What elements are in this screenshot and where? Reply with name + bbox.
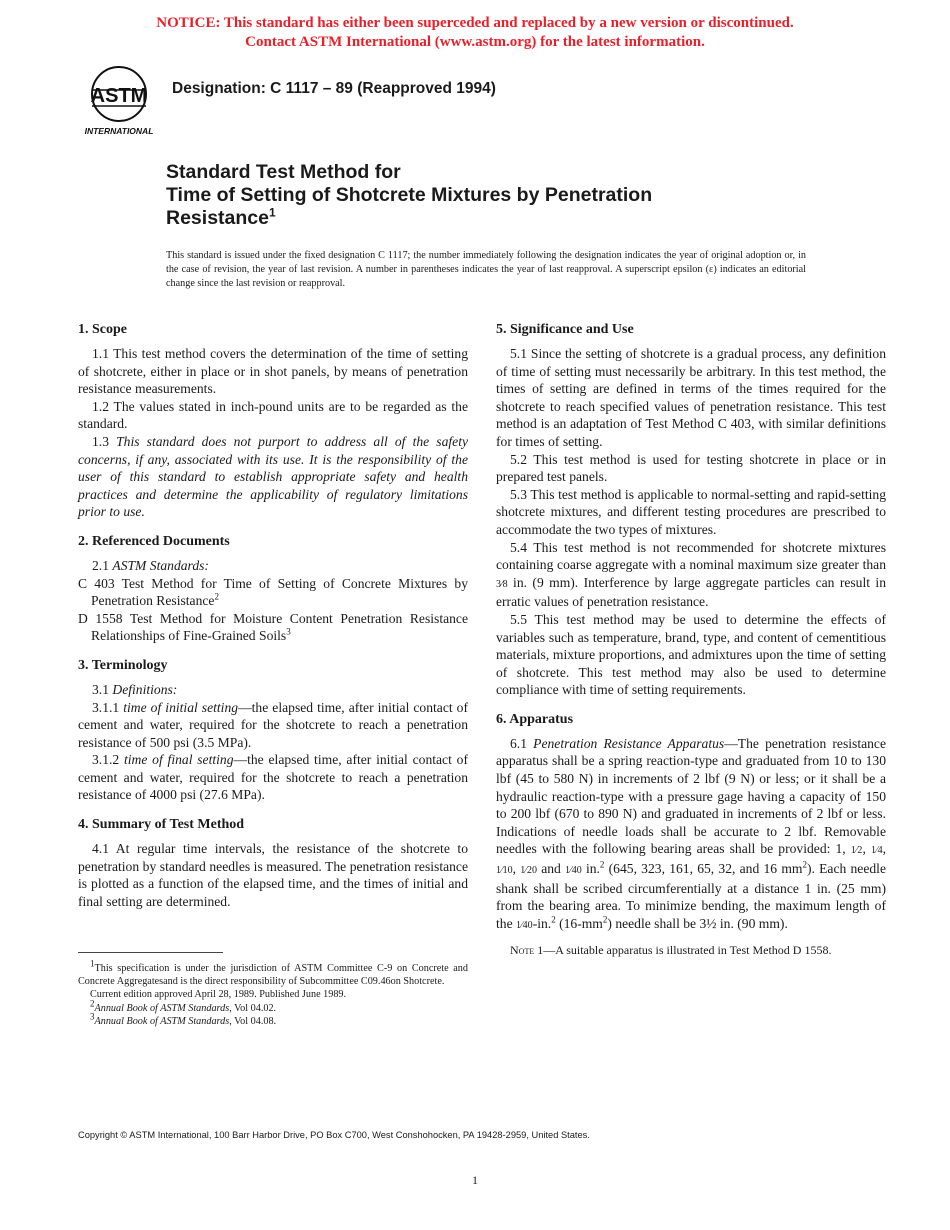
significance-heading: 5. Significance and Use — [496, 322, 634, 337]
footnote-2-rest: , Vol 04.02. — [229, 1002, 277, 1014]
significance-p5: 5.5 This test method may be used to determine the effects of variables such as temperature, brand, type, and content of cementitious materials, mixture proportions, and admixtures upon the time of setting of shotcrete. This test method may also be used to determine compliance with time of setting requirements. — [496, 611, 886, 698]
left-column — [78, 321, 468, 922]
significance-p2: 5.2 This test method is used for testing shotcrete in place or in prepared test panels. — [496, 451, 886, 485]
issued-statement: This standard is issued under the fixed designation C 1117; the number immediately following the designation indicates the year of original adoption or, in the case of revision, the year of last revision. A number in parentheses indicates the year of last reapproval. A superscript epsilon (ε) indicates an editorial change since the last revision or reapproval. — [166, 250, 806, 289]
scope-p3-num: 1.3 — [92, 433, 117, 449]
terminology-p2-num: 3.1.1 — [92, 699, 124, 715]
scope-p2: 1.2 The values stated in inch-pound units are to be regarded as the standard. — [78, 398, 468, 432]
terminology-p2-rest: —the elapsed time, after initial contact of cement and water, required for the shotcrete to reach a penetration resistance of 500 psi (3.5 MPa). — [78, 699, 468, 750]
footnotes — [78, 958, 468, 1028]
frac-twentieth: 1⁄20 — [520, 865, 537, 877]
scope-heading: 1. Scope — [78, 322, 127, 337]
footnote-2-mark: 2 — [90, 998, 95, 1009]
summary-heading: 4. Summary of Test Method — [78, 817, 245, 833]
refdocs-p1-italic: ASTM Standards: — [112, 557, 209, 573]
significance-p4b: in. (9 mm). Interference by large aggregate particles can result in erratic values of penetration resistance. — [496, 574, 886, 610]
apparatus-note — [496, 942, 886, 960]
ref-d1558-mark: 3 — [286, 626, 291, 637]
ref-d1558 — [78, 610, 468, 645]
right-column — [496, 321, 886, 972]
sq-mark-1: 2 — [599, 859, 605, 870]
terminology-p3 — [78, 751, 468, 804]
logo-letters: ASTM — [90, 85, 148, 107]
section-terminology — [78, 657, 468, 804]
section-significance — [496, 321, 886, 699]
notice-line-2: Contact ASTM International (www.astm.org) for the latest information. — [245, 34, 705, 50]
footnote-1-mark: 1 — [90, 958, 95, 969]
apparatus-p1g: ) needle shall be 3½ in. (90 mm). — [607, 915, 788, 931]
terminology-p3-italic: time of final setting — [123, 752, 234, 768]
sq-mark-3: 2 — [551, 914, 556, 925]
significance-p3: 5.3 This test method is applicable to normal-setting and rapid-setting shotcrete mixtures, and different testing procedures are prescribed to accommodate the two types of mixtures. — [496, 486, 886, 537]
title-line-3-text: Resistance — [166, 207, 269, 229]
frac-tenth: 1⁄10 — [496, 865, 513, 877]
footnote-3-italic: Annual Book of ASTM Standards — [94, 1015, 230, 1027]
footnote-3-mark: 3 — [90, 1011, 95, 1022]
ref-c403 — [78, 575, 468, 610]
footnote-2-italic: Annual Book of ASTM Standards — [94, 1002, 230, 1014]
footnote-3 — [78, 1011, 468, 1028]
terminology-p2 — [78, 699, 468, 752]
document-title — [166, 161, 866, 230]
terminology-p3-num: 3.1.2 — [92, 752, 124, 768]
ref-c403-mark: 2 — [214, 591, 219, 602]
footnote-1b: Current edition approved April 28, 1989. Published June 1989. — [90, 989, 347, 1001]
scope-p3 — [78, 433, 468, 521]
section-summary — [78, 816, 468, 910]
frac-fortieth-2: 1⁄40 — [516, 919, 533, 931]
terminology-p1-italic: Definitions: — [112, 681, 178, 697]
terminology-p1-num: 3.1 — [92, 681, 113, 697]
terminology-heading: 3. Terminology — [78, 657, 168, 673]
terminology-p1 — [78, 681, 468, 699]
sep-4: and — [536, 861, 566, 877]
apparatus-p1c: (645, 323, 161, 65, 32, and 16 mm — [604, 861, 803, 877]
footnote-2 — [78, 998, 468, 1015]
section-scope — [78, 321, 468, 521]
sep-3: , — [512, 861, 521, 877]
title-line-2: Time of Setting of Shotcrete Mixtures by Penetration — [166, 184, 653, 206]
title-footnote-mark: 1 — [268, 205, 276, 220]
significance-p4a: 5.4 This test method is not recommended for shotcrete mixtures containing coarse aggregate with a nominal maximum size greater than — [496, 539, 886, 573]
summary-p1: 4.1 At regular time intervals, the resistance of the shotcrete to penetration by standard needles is measured. The penetration resistance is plotted as a function of the elapsed time, and the times of initial and final setting are determined. — [78, 841, 468, 909]
apparatus-p1 — [496, 735, 886, 935]
significance-p4-frac: 3⁄8 — [496, 578, 508, 590]
sq-mark-2: 2 — [802, 859, 807, 870]
notice-line-1: NOTICE: This standard has either been superceded and replaced by a new version or discontinued. — [156, 15, 794, 31]
title-line-1: Standard Test Method for — [166, 161, 401, 183]
terminology-p3-rest: —the elapsed time, after initial contact of cement and water, required for the shotcrete to reach a penetration resistance of 4000 psi (27.6 MPa). — [78, 752, 468, 803]
ref-d1558-text: D 1558 Test Method for Moisture Content Penetration Resistance Relationships of Fine-Grained Soils — [78, 610, 468, 644]
apparatus-p1b: in. — [581, 861, 600, 877]
significance-p1: 5.1 Since the setting of shotcrete is a gradual process, any definition of time of setting must necessarily be arbitrary. In this test method, the times of setting are defined in terms of the times required for the shotcrete to reach specified values of penetration resistance. This test method is an adaptation of Test Method C 403, with similar definitions for times of setting. — [496, 346, 886, 449]
refdocs-p1-num: 2.1 — [92, 557, 113, 573]
astm-logo-icon — [78, 66, 160, 136]
sep-1: , — [862, 841, 871, 857]
frac-quarter: 1⁄4 — [870, 845, 883, 857]
note-text: 1—A suitable apparatus is illustrated in Test Method D 1558. — [534, 943, 832, 958]
note-label: Note — [510, 943, 535, 958]
scope-p3-italic: This standard does not purport to address all of the safety concerns, if any, associated with its use. It is the responsibility of the user of this standard to establish appropriate safety and health practices and determine the applicability of regulatory limitations prior to use. — [78, 433, 469, 520]
footnote-1 — [78, 958, 468, 988]
refdocs-heading: 2. Referenced Documents — [78, 533, 230, 549]
frac-half: 1⁄2 — [850, 845, 863, 857]
apparatus-p1-num: 6.1 — [510, 735, 534, 751]
sep-2: , — [882, 841, 887, 857]
significance-p4 — [496, 539, 886, 611]
apparatus-p1e: -in. — [532, 915, 552, 931]
logo-label: INTERNATIONAL — [84, 126, 154, 136]
copyright: Copyright © ASTM International, 100 Barr Harbor Drive, PO Box C700, West Conshohocken, PA 19428-2959, United States. — [78, 1130, 590, 1140]
designation: Designation: C 1117 – 89 (Reapproved 1994) — [172, 80, 496, 97]
frac-fortieth: 1⁄40 — [565, 865, 582, 877]
apparatus-p1f: (16-mm — [555, 915, 603, 931]
apparatus-p1d: ). Each needle shank shall be scribed circumferentially at a distance 1 in. (25 mm) from the bearing area. To minimize bending, the maximum length of the — [496, 861, 886, 931]
apparatus-heading: 6. Apparatus — [496, 711, 574, 727]
footnote-1-text: This specification is under the jurisdiction of ASTM Committee C-9 on Concrete and Concrete Aggregatesand is the direct responsibility of Subcommittee C09.46on Shotcrete. — [78, 963, 468, 988]
section-referenced-documents — [78, 533, 468, 645]
terminology-p2-italic: time of initial setting — [123, 699, 239, 715]
section-apparatus — [496, 711, 886, 960]
refdocs-p1 — [78, 557, 468, 575]
ref-c403-text: C 403 Test Method for Time of Setting of Concrete Mixtures by Penetration Resistance — [78, 575, 468, 609]
notice-banner — [0, 14, 950, 52]
sq-mark-4: 2 — [602, 914, 608, 925]
apparatus-p1a: —The penetration resistance apparatus shall be a spring reaction-type and graduated from 10 to 130 lbf (45 to 580 N) in increments of 2 lbf (9 N) or less; or it shall be a hydraulic reaction-type with a pressure gage having a capacity of 150 to 200 lbf (670 to 890 N) and graduated in increments of 2 lbf or less. Indications of needle loads shall be accurate to 2 lbf. Removable needles with the following bearing areas shall be provided: 1, — [496, 735, 886, 857]
apparatus-p1-italic: Penetration Resistance Apparatus — [533, 735, 725, 751]
page-number: 1 — [472, 1173, 478, 1187]
scope-p1: 1.1 This test method covers the determination of the time of setting of shotcrete, either in place or in shot panels, by means of penetration resistance measurements. — [78, 346, 468, 397]
footnote-divider — [78, 952, 223, 953]
title-line-3 — [166, 207, 866, 230]
footnote-3-rest: , Vol 04.08. — [229, 1015, 277, 1027]
